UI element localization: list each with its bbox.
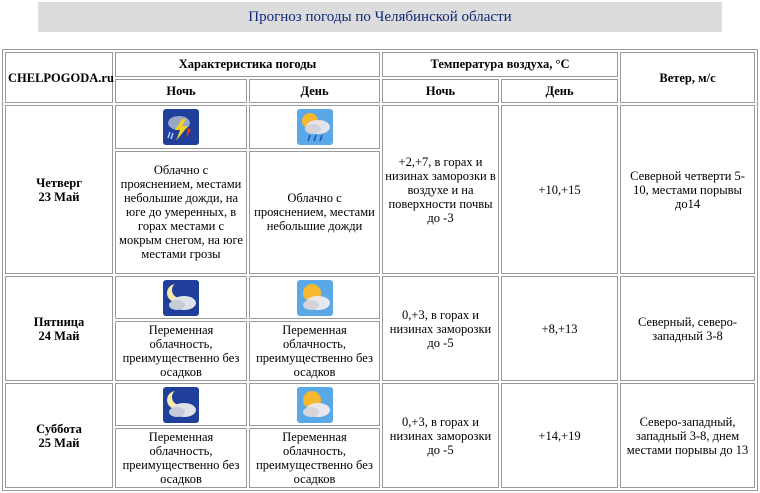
date: 25 Май	[38, 435, 80, 450]
header-temp-night: Ночь	[382, 79, 499, 104]
date: 23 Май	[38, 189, 80, 204]
temp-night: +2,+7, в горах и низинах заморозки в воздухе и на поверхности почвы до -3	[382, 105, 499, 274]
sun-cloud-rain-icon	[296, 108, 334, 146]
moon-cloud-icon	[162, 279, 200, 317]
forecast-table	[2, 49, 758, 491]
sun-cloud-icon	[296, 386, 334, 424]
sun-cloud-icon	[296, 279, 334, 317]
temp-day: +8,+13	[501, 276, 618, 381]
weather-icon-night	[115, 276, 247, 319]
weekday: Пятница	[33, 314, 85, 329]
header-weather-day: День	[249, 79, 380, 104]
header-temp-day: День	[501, 79, 618, 104]
weekday: Четверг	[36, 175, 82, 190]
page-title: Прогноз погоды по Челябинской области	[248, 8, 512, 25]
temp-night: 0,+3, в горах и низинах заморозки до -5	[382, 276, 499, 381]
temp-night: 0,+3, в горах и низинах заморозки до -5	[382, 383, 499, 488]
weather-day: Переменная облачность, преимущественно без осадков	[249, 321, 380, 381]
wind: Северной четверти 5-10, местами порывы до14	[620, 105, 755, 274]
wind: Северо-западный, западный 3-8, днем местами порывы до 13	[620, 383, 755, 488]
weekday: Суббота	[36, 421, 82, 436]
weather-icon-day	[249, 383, 380, 426]
temp-day: +10,+15	[501, 105, 618, 274]
moon-cloud-icon	[162, 386, 200, 424]
weather-night: Переменная облачность, преимущественно без осадков	[115, 321, 247, 381]
thunderstorm-rain-icon	[162, 108, 200, 146]
weather-icon-night	[115, 105, 247, 148]
header-wind: Ветер, м/с	[620, 52, 755, 103]
day-label	[5, 105, 113, 274]
weather-night: Переменная облачность, преимущественно без осадков	[115, 428, 247, 488]
title-bar	[38, 2, 722, 32]
day-label	[5, 383, 113, 488]
day-label	[5, 276, 113, 381]
date: 24 Май	[38, 328, 80, 343]
header-weather: Характеристика погоды	[115, 52, 380, 77]
header-temperature: Температура воздуха, °С	[382, 52, 618, 77]
temp-day: +14,+19	[501, 383, 618, 488]
header-weather-night: Ночь	[115, 79, 247, 104]
weather-day: Переменная облачность, преимущественно без осадков	[249, 428, 380, 488]
weather-icon-night	[115, 383, 247, 426]
weather-icon-day	[249, 276, 380, 319]
site-brand[interactable]: CHELPOGODA.ru	[5, 52, 113, 103]
wind: Северный, северо-западный 3-8	[620, 276, 755, 381]
weather-icon-day	[249, 105, 380, 148]
weather-night: Облачно с прояснением, местами небольшие дожди, на юге до умеренных, в горах местами с мокрым снегом, на юге местами грозы	[115, 151, 247, 275]
weather-day: Облачно с прояснением, местами небольшие дожди	[249, 151, 380, 275]
